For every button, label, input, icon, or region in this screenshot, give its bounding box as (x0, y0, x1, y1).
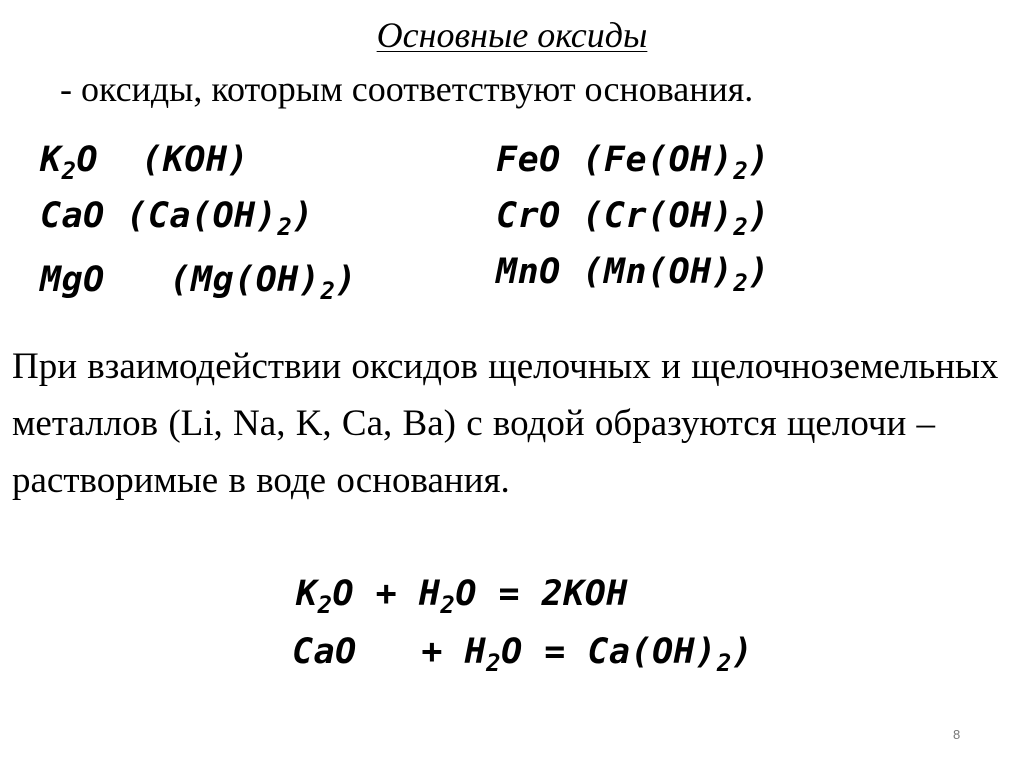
oxide-formula-mgo: MgO $(Mg(OH)_2)$ (40, 260, 357, 305)
oxide-formula-feo: FeO $(Fe(OH)_2)$ (496, 140, 770, 185)
oxide-formula-cao: CaO $(Ca(OH)_2)$ (40, 196, 314, 241)
explanation-paragraph: При взаимодействии оксидов щелочных и щелочноземельных металлов (Li, Na, K, Ca, Ba) с водой образуются щелочи – растворимые в воде основания. (12, 346, 999, 501)
reaction-equation-k2o: $K_2O + H_2O = 2KOH$ (296, 574, 628, 619)
slide-title: Основные оксиды (376, 15, 648, 55)
oxide-formula-mno: MnO $(Mn(OH)_2)$ (496, 252, 770, 297)
definition-text: - оксиды, которым соответствуют основания. (60, 69, 754, 109)
reaction-equation-cao: CaO + $H_2O = Ca(OH)_2$) (292, 632, 754, 677)
page-number: 8 (953, 727, 961, 742)
oxide-formula-cro: CrO $(Cr(OH)_2)$ (496, 196, 770, 241)
oxide-formula-k2o: $K_2O$ (KOH) (40, 140, 250, 185)
